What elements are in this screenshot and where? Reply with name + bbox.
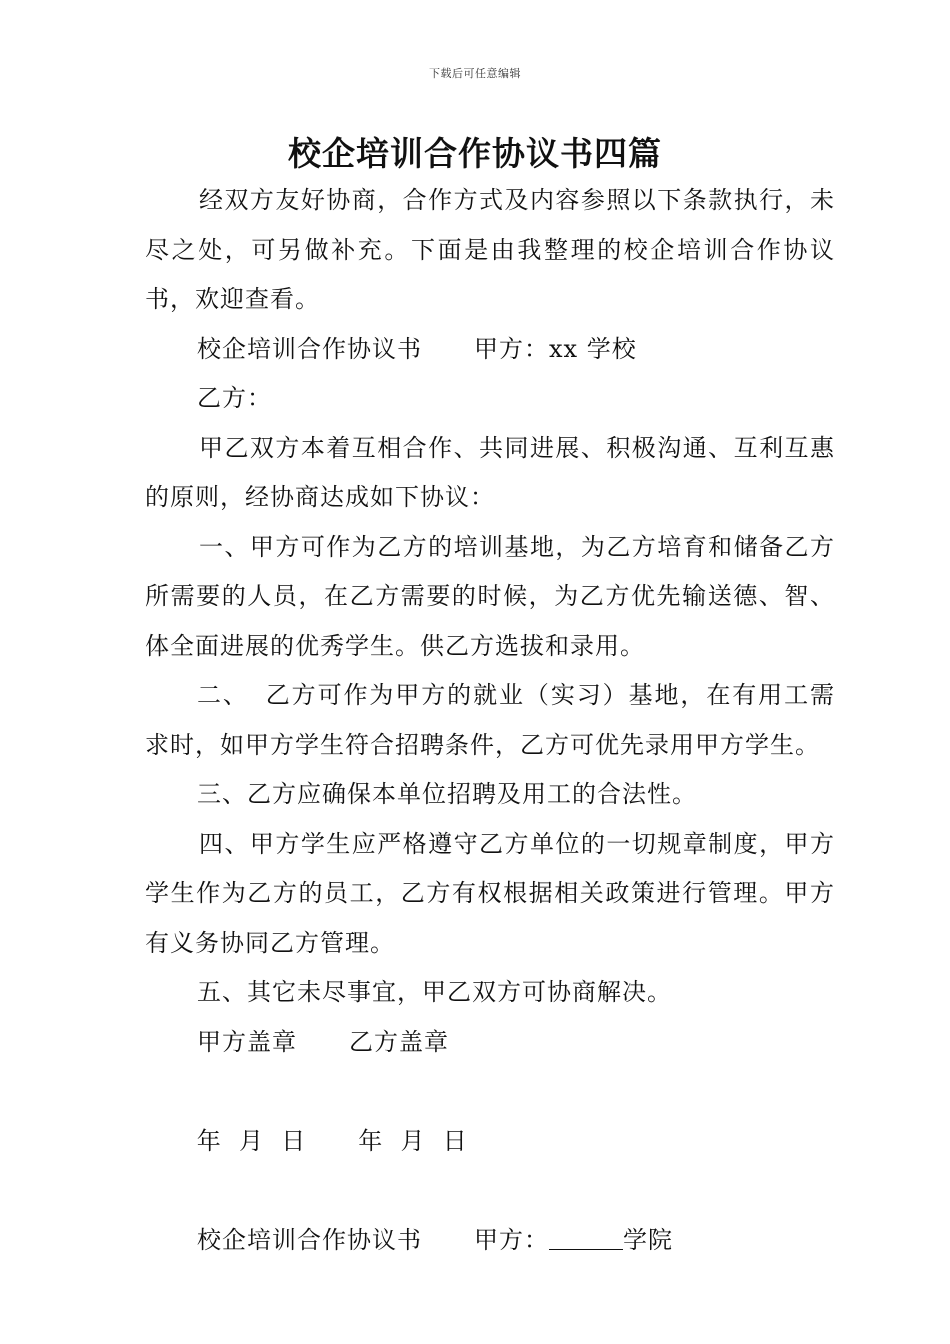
document-body — [145, 176, 835, 1265]
party-b-seal: 乙方盖章 — [349, 1027, 449, 1056]
page-title: 校企培训合作协议书四篇 — [288, 134, 662, 173]
party-b-line: 乙方： — [197, 384, 272, 412]
agreement-2-party-a-suffix: 学院 — [623, 1225, 673, 1254]
party-a-seal: 甲方盖章 — [197, 1027, 297, 1056]
blank-fill-line — [549, 1227, 623, 1250]
clause-5: 五、其它未尽事宜，甲乙双方可协商解决。 — [197, 978, 672, 1006]
agreement-2-header-line — [145, 1216, 835, 1266]
clause-1: 一、甲方可作为乙方的培训基地，为乙方培育和储备乙方所需要的人员，在乙方需要的时候，为乙方优先输送德、智、体全面进展的优秀学生。供乙方选拔和录用。 — [145, 532, 835, 660]
party-b-date: 年 月 日 — [358, 1126, 468, 1155]
clause-2 — [145, 671, 835, 770]
party-a-line: 甲方：xx 学校 — [474, 334, 637, 363]
agreement-header-line — [145, 325, 835, 375]
clause-2-number: 二、 — [197, 681, 249, 709]
seal-line — [145, 1018, 835, 1068]
clause-2-text: 乙方可作为甲方的就业（实习）基地，在有用工需求时，如甲方学生符合招聘条件，乙方可优先录用甲方学生。 — [145, 681, 836, 759]
agreement-2-party-a-label: 甲方： — [474, 1225, 549, 1254]
intro-paragraph: 经双方友好协商，合作方式及内容参照以下条款执行，未尽之处，可另做补充。下面是由我整理的校企培训合作协议书，欢迎查看。 — [145, 186, 835, 313]
preamble-paragraph: 甲乙双方本着互相合作、共同进展、积极沟通、互利互惠的原则，经协商达成如下协议： — [145, 433, 835, 511]
date-line — [145, 1067, 835, 1216]
party-a-date: 年 月 日 — [196, 1126, 307, 1155]
agreement-2-name: 校企培训合作协议书 — [197, 1225, 422, 1254]
header-note: 下载后可任意编辑 — [429, 67, 521, 80]
agreement-name: 校企培训合作协议书 — [197, 334, 422, 363]
clause-4: 四、甲方学生应严格遵守乙方单位的一切规章制度，甲方学生作为乙方的员工，乙方有权根据相关政策进行管理。甲方有义务协同乙方管理。 — [145, 829, 835, 957]
clause-3: 三、乙方应确保本单位招聘及用工的合法性。 — [197, 780, 697, 808]
